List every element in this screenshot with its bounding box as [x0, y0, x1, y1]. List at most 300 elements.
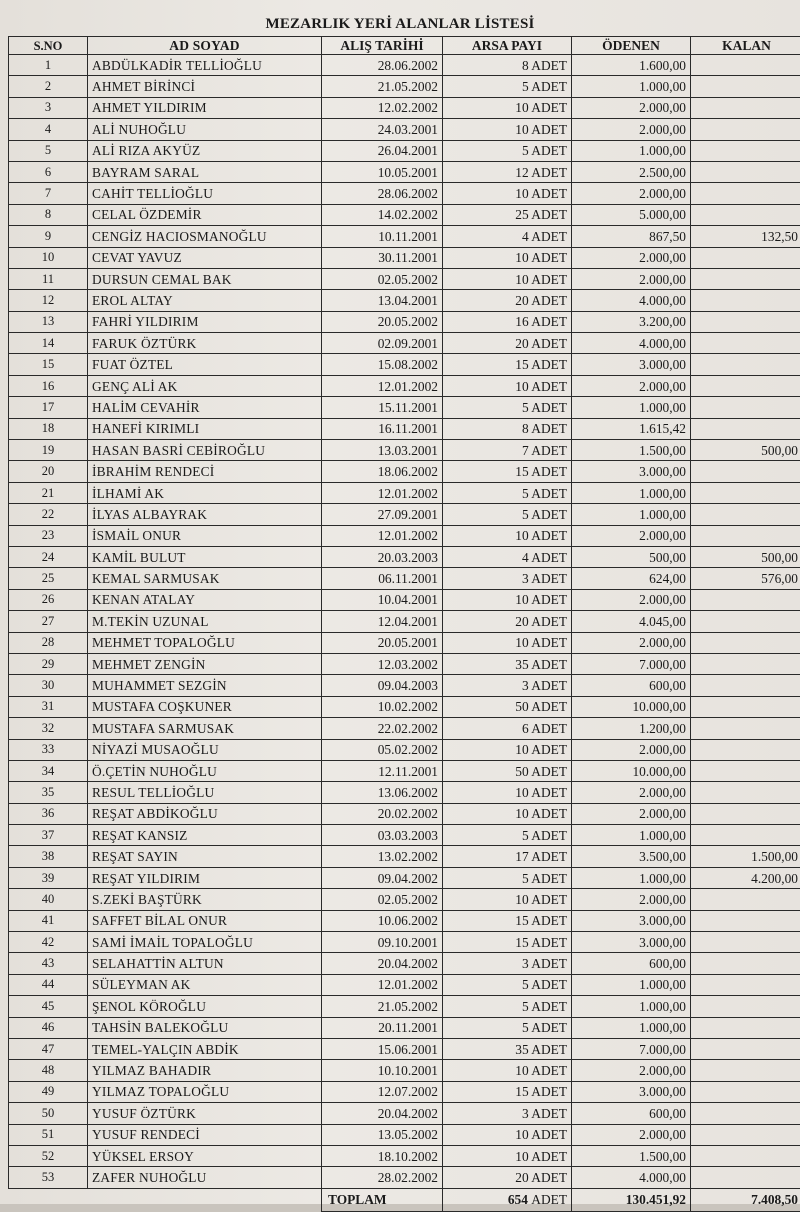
cell-sno: 33	[9, 739, 88, 760]
cell-paid: 500,00	[572, 546, 691, 567]
cell-paid: 1.000,00	[572, 482, 691, 503]
cell-date: 18.06.2002	[322, 461, 443, 482]
column-header-paid: ÖDENEN	[572, 37, 691, 55]
table-row	[9, 226, 800, 247]
cell-remaining	[691, 1060, 800, 1081]
cell-paid: 3.000,00	[572, 910, 691, 931]
total-row	[9, 1188, 800, 1211]
table-row	[9, 867, 800, 888]
cell-date: 16.11.2001	[322, 418, 443, 439]
cell-date: 10.02.2002	[322, 696, 443, 717]
cell-plot-share: 12 ADET	[443, 161, 572, 182]
table-row	[9, 161, 800, 182]
cell-plot-share: 5 ADET	[443, 996, 572, 1017]
cell-date: 02.09.2001	[322, 333, 443, 354]
cell-name: FAHRİ YILDIRIM	[88, 311, 322, 332]
column-header-name: AD SOYAD	[88, 37, 322, 55]
cell-name: ABDÜLKADİR TELLİOĞLU	[88, 55, 322, 76]
table-row	[9, 718, 800, 739]
total-paid: 130.451,92	[572, 1188, 691, 1211]
cell-name: EROL ALTAY	[88, 290, 322, 311]
cell-paid: 600,00	[572, 1103, 691, 1124]
cell-remaining	[691, 696, 800, 717]
cell-remaining	[691, 418, 800, 439]
cell-plot-share: 15 ADET	[443, 461, 572, 482]
cell-date: 20.04.2002	[322, 953, 443, 974]
cell-paid: 1.000,00	[572, 825, 691, 846]
cell-name: SAMİ İMAİL TOPALOĞLU	[88, 932, 322, 953]
cell-remaining	[691, 825, 800, 846]
cell-date: 12.01.2002	[322, 375, 443, 396]
cell-plot-share: 15 ADET	[443, 354, 572, 375]
cell-paid: 2.000,00	[572, 525, 691, 546]
cell-date: 10.10.2001	[322, 1060, 443, 1081]
cell-paid: 4.000,00	[572, 1167, 691, 1188]
cell-date: 28.06.2002	[322, 183, 443, 204]
cell-paid: 1.500,00	[572, 440, 691, 461]
cell-plot-share: 10 ADET	[443, 97, 572, 118]
cell-paid: 3.000,00	[572, 461, 691, 482]
cell-name: İLHAMİ AK	[88, 482, 322, 503]
document-title: MEZARLIK YERİ ALANLAR LİSTESİ	[0, 16, 800, 33]
cell-paid: 2.500,00	[572, 161, 691, 182]
table-row	[9, 846, 800, 867]
cell-paid: 1.000,00	[572, 397, 691, 418]
cell-remaining	[691, 589, 800, 610]
cell-plot-share: 50 ADET	[443, 760, 572, 781]
table-row	[9, 504, 800, 525]
cell-sno: 29	[9, 653, 88, 674]
column-header-date: ALIŞ TARİHİ	[322, 37, 443, 55]
cell-remaining	[691, 718, 800, 739]
cell-plot-share: 10 ADET	[443, 1060, 572, 1081]
cell-plot-share: 5 ADET	[443, 504, 572, 525]
cell-paid: 7.000,00	[572, 1038, 691, 1059]
cell-remaining	[691, 1081, 800, 1102]
cell-name: FARUK ÖZTÜRK	[88, 333, 322, 354]
cell-date: 28.06.2002	[322, 55, 443, 76]
cell-paid: 1.000,00	[572, 504, 691, 525]
cell-plot-share: 35 ADET	[443, 653, 572, 674]
table-row	[9, 440, 800, 461]
cell-plot-share: 10 ADET	[443, 632, 572, 653]
cell-sno: 51	[9, 1124, 88, 1145]
cell-name: RESUL TELLİOĞLU	[88, 782, 322, 803]
cell-sno: 16	[9, 375, 88, 396]
cell-sno: 11	[9, 268, 88, 289]
table-row	[9, 183, 800, 204]
cell-date: 12.01.2002	[322, 525, 443, 546]
cell-date: 21.05.2002	[322, 996, 443, 1017]
cell-paid: 1.000,00	[572, 1017, 691, 1038]
column-header-remaining: KALAN	[691, 37, 800, 55]
cell-sno: 17	[9, 397, 88, 418]
cell-paid: 3.500,00	[572, 846, 691, 867]
cell-sno: 41	[9, 910, 88, 931]
cell-plot-share: 5 ADET	[443, 140, 572, 161]
table-row	[9, 589, 800, 610]
cell-plot-share: 16 ADET	[443, 311, 572, 332]
cell-name: YUSUF RENDECİ	[88, 1124, 322, 1145]
cell-paid: 2.000,00	[572, 97, 691, 118]
cell-plot-share: 3 ADET	[443, 1103, 572, 1124]
cell-name: YUSUF ÖZTÜRK	[88, 1103, 322, 1124]
cell-plot-share: 10 ADET	[443, 589, 572, 610]
cell-date: 26.04.2001	[322, 140, 443, 161]
cell-name: ALİ NUHOĞLU	[88, 119, 322, 140]
cell-plot-share: 15 ADET	[443, 1081, 572, 1102]
cell-paid: 2.000,00	[572, 1124, 691, 1145]
table-row	[9, 889, 800, 910]
cell-sno: 38	[9, 846, 88, 867]
cell-date: 28.02.2002	[322, 1167, 443, 1188]
cell-paid: 3.000,00	[572, 354, 691, 375]
cell-paid: 600,00	[572, 953, 691, 974]
cell-sno: 49	[9, 1081, 88, 1102]
cell-name: KEMAL SARMUSAK	[88, 568, 322, 589]
cell-date: 12.03.2002	[322, 653, 443, 674]
cell-sno: 28	[9, 632, 88, 653]
cell-paid: 1.000,00	[572, 974, 691, 995]
cell-date: 20.04.2002	[322, 1103, 443, 1124]
table-row	[9, 803, 800, 824]
cell-date: 12.01.2002	[322, 482, 443, 503]
cell-name: BAYRAM SARAL	[88, 161, 322, 182]
cell-sno: 22	[9, 504, 88, 525]
cell-plot-share: 15 ADET	[443, 932, 572, 953]
cell-paid: 2.000,00	[572, 119, 691, 140]
table-row	[9, 611, 800, 632]
cell-plot-share: 7 ADET	[443, 440, 572, 461]
cell-date: 20.02.2002	[322, 803, 443, 824]
cell-date: 13.02.2002	[322, 846, 443, 867]
table-row	[9, 55, 800, 76]
cell-remaining: 500,00	[691, 546, 800, 567]
cell-sno: 43	[9, 953, 88, 974]
cell-name: ŞENOL KÖROĞLU	[88, 996, 322, 1017]
table-row	[9, 974, 800, 995]
cell-paid: 1.500,00	[572, 1145, 691, 1166]
cell-date: 20.05.2001	[322, 632, 443, 653]
cell-date: 21.05.2002	[322, 76, 443, 97]
cell-name: GENÇ ALİ AK	[88, 375, 322, 396]
cell-plot-share: 17 ADET	[443, 846, 572, 867]
cell-plot-share: 35 ADET	[443, 1038, 572, 1059]
cell-date: 15.08.2002	[322, 354, 443, 375]
cell-sno: 19	[9, 440, 88, 461]
cell-plot-share: 3 ADET	[443, 568, 572, 589]
cell-date: 13.03.2001	[322, 440, 443, 461]
cell-remaining	[691, 1038, 800, 1059]
column-header-plot-share: ARSA PAYI	[443, 37, 572, 55]
cell-date: 13.05.2002	[322, 1124, 443, 1145]
cell-plot-share: 10 ADET	[443, 739, 572, 760]
table-row	[9, 825, 800, 846]
cell-plot-share: 10 ADET	[443, 1145, 572, 1166]
cell-paid: 5.000,00	[572, 204, 691, 225]
cell-paid: 10.000,00	[572, 760, 691, 781]
cell-remaining: 500,00	[691, 440, 800, 461]
cell-date: 24.03.2001	[322, 119, 443, 140]
cell-paid: 4.000,00	[572, 290, 691, 311]
table-row	[9, 953, 800, 974]
cell-date: 09.10.2001	[322, 932, 443, 953]
cell-name: CAHİT TELLİOĞLU	[88, 183, 322, 204]
cell-name: REŞAT SAYIN	[88, 846, 322, 867]
cell-remaining	[691, 889, 800, 910]
cell-remaining: 132,50	[691, 226, 800, 247]
cell-sno: 14	[9, 333, 88, 354]
cell-remaining	[691, 354, 800, 375]
cell-remaining	[691, 204, 800, 225]
cell-date: 12.07.2002	[322, 1081, 443, 1102]
cell-remaining	[691, 932, 800, 953]
cell-name: CEVAT YAVUZ	[88, 247, 322, 268]
cell-name: KAMİL BULUT	[88, 546, 322, 567]
cell-sno: 6	[9, 161, 88, 182]
cell-name: Ö.ÇETİN NUHOĞLU	[88, 760, 322, 781]
cell-sno: 21	[9, 482, 88, 503]
cell-name: HANEFİ KIRIMLI	[88, 418, 322, 439]
cell-sno: 46	[9, 1017, 88, 1038]
cell-name: REŞAT KANSIZ	[88, 825, 322, 846]
table-row	[9, 568, 800, 589]
cell-plot-share: 5 ADET	[443, 867, 572, 888]
cell-sno: 53	[9, 1167, 88, 1188]
cell-plot-share: 5 ADET	[443, 1017, 572, 1038]
cell-remaining	[691, 311, 800, 332]
cell-paid: 1.600,00	[572, 55, 691, 76]
cell-date: 22.02.2002	[322, 718, 443, 739]
cell-plot-share: 10 ADET	[443, 268, 572, 289]
cell-sno: 4	[9, 119, 88, 140]
cell-sno: 25	[9, 568, 88, 589]
cell-remaining	[691, 1103, 800, 1124]
cell-sno: 48	[9, 1060, 88, 1081]
cell-remaining	[691, 183, 800, 204]
cell-sno: 24	[9, 546, 88, 567]
cell-remaining	[691, 119, 800, 140]
cell-remaining	[691, 161, 800, 182]
cell-sno: 45	[9, 996, 88, 1017]
cell-date: 10.04.2001	[322, 589, 443, 610]
cell-name: İBRAHİM RENDECİ	[88, 461, 322, 482]
table-row	[9, 97, 800, 118]
cell-plot-share: 5 ADET	[443, 397, 572, 418]
cell-remaining	[691, 482, 800, 503]
cell-sno: 9	[9, 226, 88, 247]
table-row	[9, 696, 800, 717]
cell-paid: 2.000,00	[572, 803, 691, 824]
cell-date: 09.04.2002	[322, 867, 443, 888]
cell-plot-share: 10 ADET	[443, 525, 572, 546]
cell-date: 27.09.2001	[322, 504, 443, 525]
cell-name: AHMET BİRİNCİ	[88, 76, 322, 97]
cell-plot-share: 20 ADET	[443, 1167, 572, 1188]
cell-remaining	[691, 910, 800, 931]
cell-sno: 36	[9, 803, 88, 824]
cell-paid: 2.000,00	[572, 889, 691, 910]
cell-paid: 2.000,00	[572, 247, 691, 268]
cell-remaining	[691, 525, 800, 546]
cell-remaining: 4.200,00	[691, 867, 800, 888]
total-remaining: 7.408,50	[691, 1188, 800, 1211]
column-header-sno: S.NO	[9, 37, 88, 55]
cell-plot-share: 10 ADET	[443, 1124, 572, 1145]
cell-name: MUHAMMET SEZGİN	[88, 675, 322, 696]
cell-paid: 1.000,00	[572, 140, 691, 161]
cell-date: 18.10.2002	[322, 1145, 443, 1166]
cell-name: AHMET YILDIRIM	[88, 97, 322, 118]
cell-plot-share: 15 ADET	[443, 910, 572, 931]
cell-sno: 2	[9, 76, 88, 97]
cell-plot-share: 20 ADET	[443, 333, 572, 354]
cell-plot-share: 50 ADET	[443, 696, 572, 717]
cell-name: DURSUN CEMAL BAK	[88, 268, 322, 289]
cell-remaining	[691, 1124, 800, 1145]
table-row	[9, 1060, 800, 1081]
cell-sno: 3	[9, 97, 88, 118]
cell-sno: 31	[9, 696, 88, 717]
cell-paid: 3.000,00	[572, 932, 691, 953]
table-row	[9, 525, 800, 546]
cell-remaining	[691, 55, 800, 76]
table-row	[9, 204, 800, 225]
cell-sno: 15	[9, 354, 88, 375]
table-row	[9, 739, 800, 760]
cell-remaining	[691, 760, 800, 781]
cell-date: 14.02.2002	[322, 204, 443, 225]
cell-remaining	[691, 461, 800, 482]
cell-date: 10.11.2001	[322, 226, 443, 247]
cell-remaining: 1.500,00	[691, 846, 800, 867]
cell-name: ALİ RIZA AKYÜZ	[88, 140, 322, 161]
cell-name: FUAT ÖZTEL	[88, 354, 322, 375]
table-row	[9, 461, 800, 482]
table-row	[9, 140, 800, 161]
table-row	[9, 482, 800, 503]
cell-date: 06.11.2001	[322, 568, 443, 589]
cell-name: TAHSİN BALEKOĞLU	[88, 1017, 322, 1038]
table-body	[9, 55, 800, 1189]
cell-plot-share: 5 ADET	[443, 974, 572, 995]
cell-paid: 1.000,00	[572, 76, 691, 97]
cell-plot-share: 3 ADET	[443, 953, 572, 974]
table-row	[9, 1081, 800, 1102]
table-row	[9, 311, 800, 332]
cell-paid: 1.000,00	[572, 996, 691, 1017]
table-row	[9, 760, 800, 781]
cell-plot-share: 10 ADET	[443, 183, 572, 204]
cell-name: TEMEL-YALÇIN ABDİK	[88, 1038, 322, 1059]
cell-plot-share: 8 ADET	[443, 55, 572, 76]
table-row	[9, 932, 800, 953]
cell-plot-share: 3 ADET	[443, 675, 572, 696]
cell-date: 20.05.2002	[322, 311, 443, 332]
cell-paid: 2.000,00	[572, 1060, 691, 1081]
table-row	[9, 675, 800, 696]
cell-paid: 4.000,00	[572, 333, 691, 354]
cell-plot-share: 5 ADET	[443, 482, 572, 503]
cell-name: SAFFET BİLAL ONUR	[88, 910, 322, 931]
cell-sno: 39	[9, 867, 88, 888]
table-header-row	[9, 37, 800, 55]
cell-plot-share: 4 ADET	[443, 546, 572, 567]
cell-date: 30.11.2001	[322, 247, 443, 268]
cell-remaining	[691, 76, 800, 97]
cell-name: ZAFER NUHOĞLU	[88, 1167, 322, 1188]
cell-plot-share: 10 ADET	[443, 782, 572, 803]
cell-name: CENGİZ HACIOSMANOĞLU	[88, 226, 322, 247]
cell-plot-share: 10 ADET	[443, 247, 572, 268]
cell-date: 20.03.2003	[322, 546, 443, 567]
cell-sno: 40	[9, 889, 88, 910]
cell-paid: 4.045,00	[572, 611, 691, 632]
cell-name: MEHMET TOPALOĞLU	[88, 632, 322, 653]
table-row	[9, 910, 800, 931]
cell-plot-share: 25 ADET	[443, 204, 572, 225]
cell-name: KENAN ATALAY	[88, 589, 322, 610]
cell-sno: 44	[9, 974, 88, 995]
cell-paid: 2.000,00	[572, 183, 691, 204]
table-row	[9, 632, 800, 653]
cell-paid: 1.615,42	[572, 418, 691, 439]
cell-date: 10.05.2001	[322, 161, 443, 182]
table-row	[9, 1167, 800, 1188]
table-row	[9, 333, 800, 354]
cell-remaining	[691, 611, 800, 632]
cell-name: HASAN BASRİ CEBİROĞLU	[88, 440, 322, 461]
cell-name: İSMAİL ONUR	[88, 525, 322, 546]
total-plot-share: 654 ADET	[443, 1188, 572, 1211]
cell-paid: 1.200,00	[572, 718, 691, 739]
cell-sno: 32	[9, 718, 88, 739]
cell-sno: 23	[9, 525, 88, 546]
table-row	[9, 119, 800, 140]
cell-name: REŞAT YILDIRIM	[88, 867, 322, 888]
cell-sno: 1	[9, 55, 88, 76]
cell-sno: 52	[9, 1145, 88, 1166]
table-row	[9, 76, 800, 97]
cell-sno: 34	[9, 760, 88, 781]
cell-sno: 50	[9, 1103, 88, 1124]
cell-remaining: 576,00	[691, 568, 800, 589]
cell-plot-share: 5 ADET	[443, 76, 572, 97]
cell-remaining	[691, 397, 800, 418]
cell-paid: 3.000,00	[572, 1081, 691, 1102]
cell-sno: 47	[9, 1038, 88, 1059]
cell-plot-share: 8 ADET	[443, 418, 572, 439]
cell-paid: 600,00	[572, 675, 691, 696]
cell-paid: 10.000,00	[572, 696, 691, 717]
cell-date: 13.06.2002	[322, 782, 443, 803]
cell-sno: 5	[9, 140, 88, 161]
cell-name: CELAL ÖZDEMİR	[88, 204, 322, 225]
cell-paid: 867,50	[572, 226, 691, 247]
cell-sno: 35	[9, 782, 88, 803]
cell-remaining	[691, 97, 800, 118]
table-row	[9, 290, 800, 311]
cell-date: 12.11.2001	[322, 760, 443, 781]
cell-name: S.ZEKİ BAŞTÜRK	[88, 889, 322, 910]
cell-paid: 2.000,00	[572, 782, 691, 803]
cell-remaining	[691, 290, 800, 311]
cell-remaining	[691, 675, 800, 696]
cell-remaining	[691, 996, 800, 1017]
cell-paid: 2.000,00	[572, 739, 691, 760]
cell-sno: 26	[9, 589, 88, 610]
cell-date: 10.06.2002	[322, 910, 443, 931]
